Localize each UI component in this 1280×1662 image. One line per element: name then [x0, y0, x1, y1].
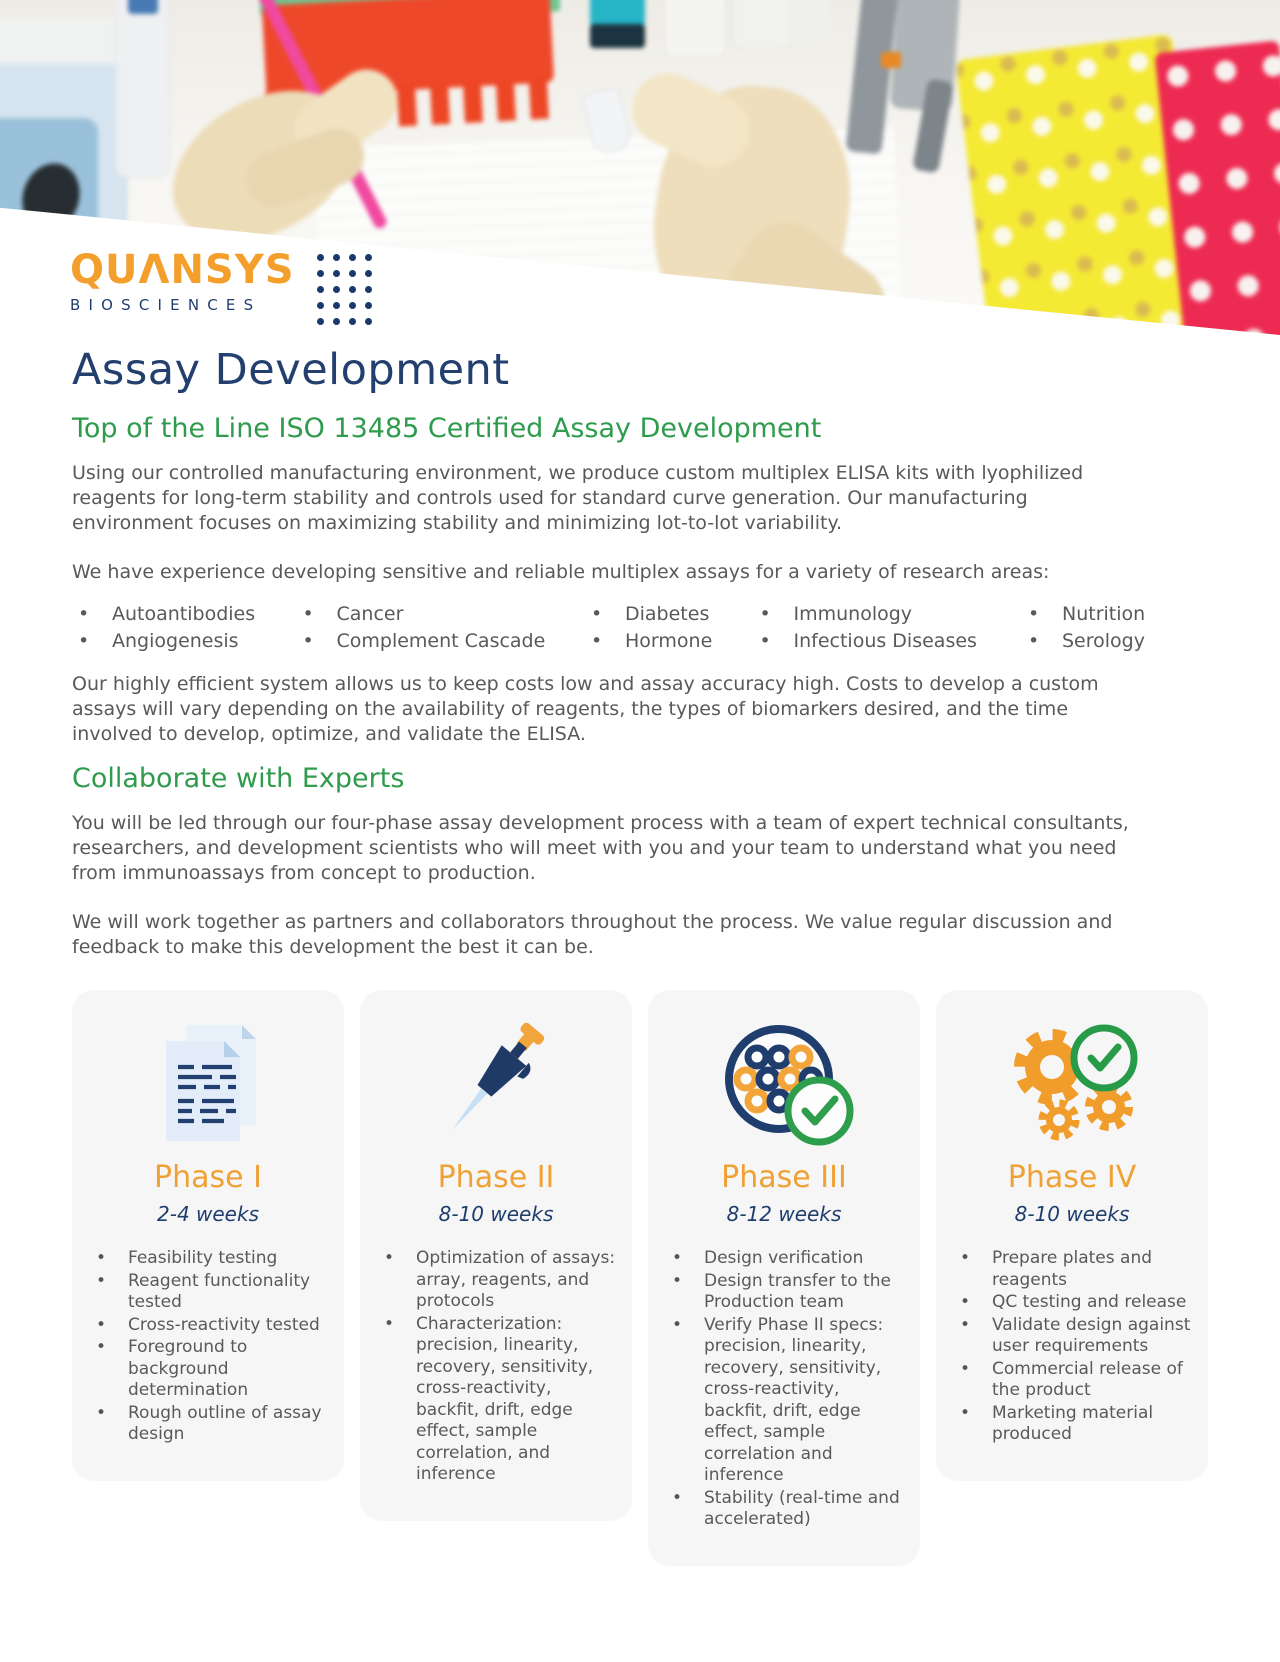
list-item: • Design verification: [664, 1248, 904, 1270]
phase-title: Phase III: [721, 1160, 847, 1195]
research-areas-column: [297, 601, 579, 655]
intro-paragraph-1: Using our controlled manufacturing environment, we produce custom multiplex ELISA kits with lyophilized reagents for long-term stability and controls used for standard curve generation. Our manufacturing environment focuses on maximizing stability and minimizing lot-to-lot variability.: [72, 462, 1084, 534]
gears-check-icon: [952, 1018, 1192, 1146]
blue-cap-tube: [128, 0, 158, 14]
white-bottle: [664, 0, 726, 58]
clear-tube: [115, 0, 170, 178]
phase-item-list: [664, 1248, 904, 1531]
list-item: • Hormone: [585, 628, 747, 655]
list-item: • Feasibility testing: [88, 1248, 328, 1270]
phase-duration: 2-4 weeks: [157, 1202, 259, 1226]
page-title: Assay Development: [72, 345, 510, 395]
dot-matrix-icon: [317, 254, 372, 325]
list-item: • Stability (real-time and accelerated): [664, 1488, 904, 1531]
list-item: • Immunology: [754, 601, 1016, 628]
research-areas-column: [585, 601, 747, 655]
list-item: • Complement Cascade: [297, 628, 579, 655]
logo-dot: [317, 318, 324, 325]
phase-cards: [72, 990, 1208, 1566]
phase-title: Phase IV: [1007, 1160, 1137, 1195]
list-item: • Prepare plates and reagents: [952, 1248, 1192, 1291]
logo-dot: [349, 254, 356, 261]
list-item: • Angiogenesis: [72, 628, 290, 655]
list-item: • Cross-reactivity tested: [88, 1315, 328, 1337]
list-item: • Marketing material produced: [952, 1403, 1192, 1446]
logo-dot: [333, 318, 340, 325]
phase-card-1: [72, 990, 344, 1481]
logo-brand: QUΛNSYS: [70, 247, 295, 293]
intro-heading: Top of the Line ISO 13485 Certified Assay Development: [72, 413, 822, 444]
list-item: • Design transfer to the Production team: [664, 1271, 904, 1314]
list-item: • Foreground to background determination: [88, 1337, 328, 1402]
logo-dot: [333, 270, 340, 277]
research-areas-column: [1022, 601, 1146, 655]
list-item: • Reagent functionality tested: [88, 1271, 328, 1314]
logo-dot: [317, 270, 324, 277]
list-item: • Infectious Diseases: [754, 628, 1016, 655]
list-item: • Validate design against user requirements: [952, 1315, 1192, 1358]
well-plate-check-icon: [664, 1018, 904, 1146]
teal-tube-cap: [590, 24, 645, 48]
logo-dot: [365, 270, 372, 277]
list-item: • Diabetes: [585, 601, 747, 628]
list-item: • Commercial release of the product: [952, 1359, 1192, 1402]
lab-device-top: [0, 18, 128, 64]
quansys-logo: [70, 247, 372, 325]
logo-dot: [317, 254, 324, 261]
logo-subtitle: BIOSCIENCES: [70, 296, 262, 314]
logo-dot: [365, 286, 372, 293]
logo-dot: [365, 318, 372, 325]
logo-dot: [333, 254, 340, 261]
phase-card-2: [360, 990, 632, 1521]
logo-dot: [317, 286, 324, 293]
documents-icon: [88, 1018, 328, 1146]
phase-title: Phase I: [154, 1160, 262, 1195]
logo-dot: [317, 302, 324, 309]
phase-item-list: [88, 1248, 328, 1446]
research-areas-column: [754, 601, 1016, 655]
logo-dot: [349, 270, 356, 277]
logo-dot: [333, 286, 340, 293]
list-item: • Serology: [1022, 628, 1140, 655]
list-item: • Characterization: precision, linearity, recovery, sensitivity, cross-reactivity, backfit, drift, edge effect, sample correlation, and inference: [376, 1314, 616, 1486]
list-item: • Autoantibodies: [72, 601, 290, 628]
collaborate-paragraph-1: You will be led through our four-phase assay development process with a team of expert technical consultants, researchers, and development scientists who will meet with you and your team to understand what you need from immunoassays from concept to production.: [72, 812, 1129, 884]
collaborate-heading: Collaborate with Experts: [72, 763, 405, 794]
logo-text: [70, 247, 295, 314]
list-item: • QC testing and release: [952, 1292, 1192, 1314]
list-item: • Cancer: [297, 601, 579, 628]
collaborate-paragraph-2: We will work together as partners and collaborators throughout the process. We value regular discussion and feedback to make this development the best it can be.: [72, 911, 1113, 958]
list-item: • Verify Phase II specs: precision, linearity, recovery, sensitivity, cross-reactivity, backfit, drift, edge effect, sample correlation and inference: [664, 1315, 904, 1487]
phase-card-3: [648, 990, 920, 1566]
pipette-icon: [376, 1018, 616, 1146]
phase-duration: 8-10 weeks: [1014, 1202, 1130, 1226]
white-bottle: [788, 0, 830, 44]
white-bottle: [732, 0, 790, 50]
logo-dot: [365, 254, 372, 261]
pipettor-button: [881, 52, 901, 68]
list-item: • Optimization of assays: array, reagents, and protocols: [376, 1248, 616, 1313]
list-item: • Nutrition: [1022, 601, 1140, 628]
document-body: [0, 345, 1280, 1566]
logo-dot: [349, 302, 356, 309]
phase-title: Phase II: [437, 1160, 555, 1195]
logo-dot: [365, 302, 372, 309]
logo-dot: [349, 318, 356, 325]
phase-duration: 8-10 weeks: [438, 1202, 554, 1226]
logo-dot: [349, 286, 356, 293]
intro-paragraph-3: Our highly efficient system allows us to keep costs low and assay accuracy high. Costs to develop a custom assays will vary depending on the availability of reagents, the types of biomarkers desired, and the time involved to develop, optimize, and validate the ELISA.: [72, 673, 1099, 745]
phase-item-list: [952, 1248, 1192, 1446]
list-item: • Rough outline of assay design: [88, 1403, 328, 1446]
phase-card-4: [936, 990, 1208, 1481]
research-areas-column: [72, 601, 290, 655]
research-areas: [72, 601, 1146, 655]
logo-dot: [333, 302, 340, 309]
phase-item-list: [376, 1248, 616, 1486]
intro-paragraph-2: We have experience developing sensitive and reliable multiplex assays for a variety of research areas:: [72, 561, 1050, 583]
phase-duration: 8-12 weeks: [726, 1202, 842, 1226]
